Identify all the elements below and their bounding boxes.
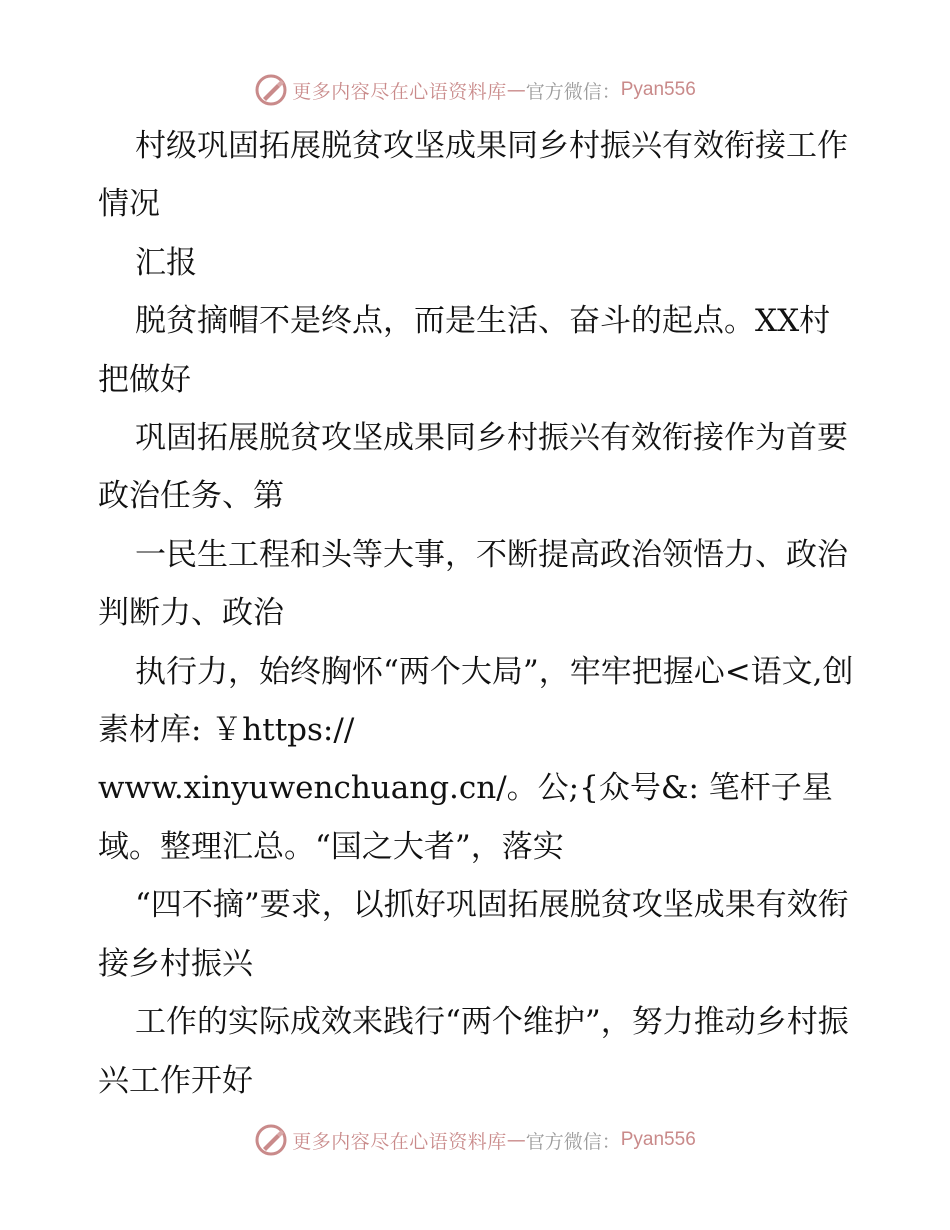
paragraph: 巩固拓展脱贫攻坚成果同乡村振兴有效衔接作为首要政治任务、第: [98, 420, 848, 515]
pen-logo-icon: [254, 1123, 288, 1157]
paragraph: www.xinyuwenchuang.cn/。公;{众号&: 笔杆子星域。整理汇总。“国之大者”，落实: [98, 770, 833, 865]
paragraph: 村级巩固拓展脱贫攻坚成果同乡村振兴有效衔接工作情况: [98, 128, 848, 223]
paragraph: 脱贫摘帽不是终点，而是生活、奋斗的起点。XX村把做好: [98, 303, 831, 398]
watermark-wechat-id: Pyan556: [620, 1129, 696, 1150]
watermark-dash: —: [506, 79, 526, 101]
paragraph: “四不摘”要求，以抓好巩固拓展脱贫攻坚成果有效衔接乡村振兴: [98, 887, 849, 982]
watermark-main-text: 更多内容尽在心语资料库: [292, 80, 507, 103]
watermark-main-text: 更多内容尽在心语资料库: [292, 1130, 507, 1153]
pen-logo-icon: [254, 73, 288, 107]
watermark-wechat-id: Pyan556: [620, 79, 696, 100]
footer-watermark: [0, 1120, 950, 1160]
header-watermark: [0, 70, 950, 110]
watermark-wechat-label: 官方微信：: [525, 1130, 621, 1153]
watermark-wechat-label: 官方微信：: [525, 80, 621, 103]
paragraph: 工作的实际成效来践行“两个维护”，努力推动乡村振兴工作开好: [98, 1004, 849, 1099]
watermark-dash: —: [506, 1129, 526, 1151]
paragraph: 执行力，始终胸怀“两个大局”，牢牢把握心<语文,创素材库: ￥https://: [98, 653, 854, 749]
paragraph: 一民生工程和头等大事，不断提高政治领悟力、政治判断力、政治: [98, 536, 848, 632]
document-body: [98, 117, 858, 1110]
paragraph: 汇报: [135, 244, 197, 281]
